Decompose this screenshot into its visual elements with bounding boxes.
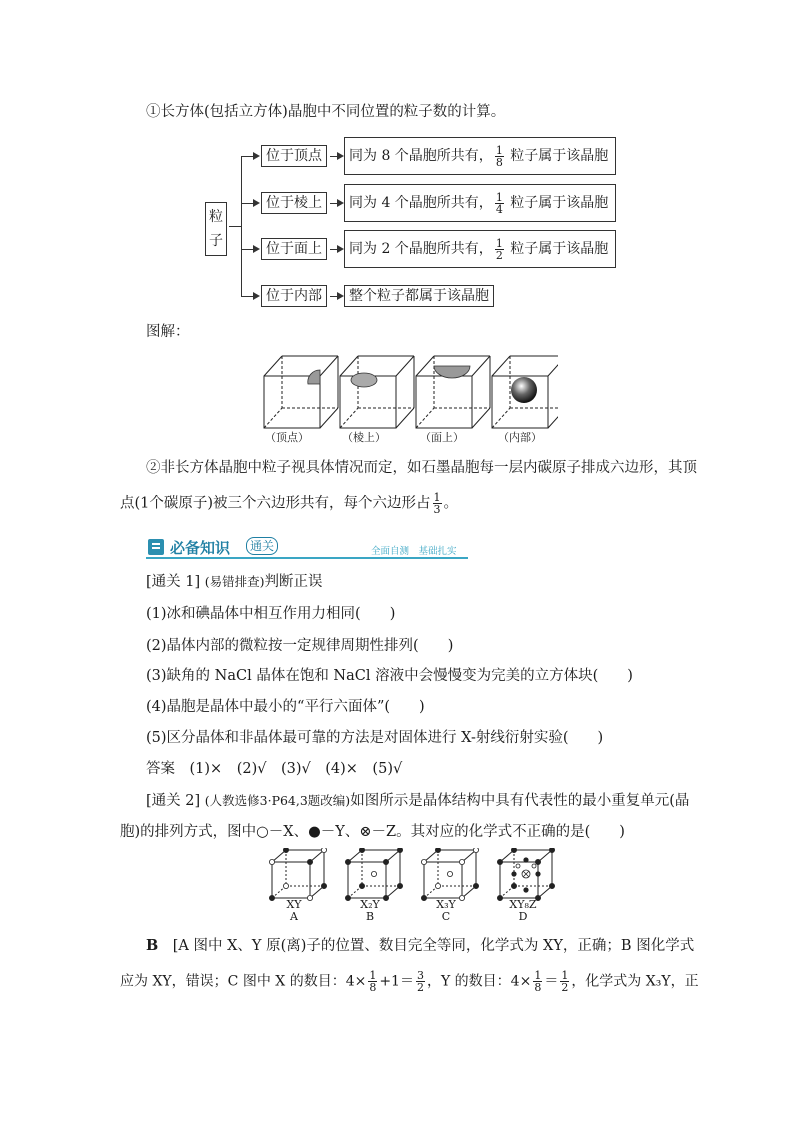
- para2-line2: 点(1个碳原子)被三个六边形共有，每个六边形占 $\frac{1}{3}$ 。: [120, 491, 459, 516]
- solution-line2: 应为 XY，错误；C 图中 X 的数目：4× $\frac{1}{8}$ +1＝ $\frac{3}{2}$ ，Y 的数目：4× $\frac{1}{8}$ ＝ $\frac{1}{2}$ ，化学式为 X₃Y，正: [120, 969, 699, 994]
- banner-badge: 通关: [246, 537, 278, 555]
- tree-root: 粒子: [205, 202, 227, 256]
- lattice-figure: [268, 848, 558, 904]
- lattice-a-formula: XY: [286, 898, 302, 911]
- pass1-heading: [通关 1] (易错排查)判断正误: [146, 574, 323, 590]
- tree-desc-face: 同为 2 个晶胞所共有， $\frac{1}{2}$ 粒子属于该晶胞: [344, 230, 616, 268]
- lattice-c-letter: C: [441, 910, 451, 923]
- pass1-answer: 答案 (1)× (2)√ (3)√ (4)× (5)√: [146, 761, 403, 777]
- banner-right: 全面自测 基础扎实: [371, 546, 457, 557]
- pass2-line2: 胞)的排列方式，图中○－X、●－Y、⊗－Z。其对应的化学式不正确的是( ): [120, 824, 625, 840]
- lattice-d-formula: XY₈Z: [509, 898, 537, 911]
- intro-text: ①长方体(包括立方体)晶胞中不同位置的粒子数的计算。: [146, 104, 506, 120]
- pass1-item-2: (2)晶体内部的微粒按一定规律周期性排列( ): [146, 638, 454, 654]
- para2-line1: ②非长方体晶胞中粒子视具体情况而定，如石墨晶胞每一层内碳原子排成六边形，其顶: [146, 460, 697, 476]
- figure1-caption-interior: （内部）: [498, 431, 542, 444]
- figure1-label: 图解：: [146, 324, 190, 340]
- banner-title: 必备知识: [170, 539, 231, 557]
- figure1-caption-edge: （棱上）: [342, 431, 386, 444]
- pass2-heading: [通关 2] (人教选修3·P64,3题改编)如图所示是晶体结构中具有代表性的最小重复单元(晶: [146, 793, 690, 809]
- lattice-b-letter: B: [365, 910, 375, 923]
- tree-position-edge: 位于棱上: [261, 192, 327, 214]
- pass1-item-5: (5)区分晶体和非晶体最可靠的方法是对固体进行 X-射线衍射实验( ): [146, 730, 604, 746]
- pass1-item-3: (3)缺角的 NaCl 晶体在饱和 NaCl 溶液中会慢慢变为完美的立方体块( ): [146, 668, 633, 684]
- solution-line1: B [A 图中 X、Y 原(离)子的位置、数目完全等同，化学式为 XY，正确；B 图化学式: [146, 937, 695, 954]
- lattice-a-letter: A: [290, 910, 298, 923]
- tree-position-vertex: 位于顶点: [261, 145, 327, 167]
- section-banner: [146, 537, 468, 561]
- figure1-caption-vertex: （顶点）: [265, 431, 309, 444]
- tree-desc-vertex: 同为 8 个晶胞所共有， $\frac{1}{8}$ 粒子属于该晶胞: [344, 137, 616, 175]
- tree-position-face: 位于面上: [261, 238, 327, 260]
- lattice-b-formula: X₂Y: [360, 898, 380, 911]
- figure1-caption-face: （面上）: [420, 431, 464, 444]
- lattice-c-formula: X₃Y: [436, 898, 456, 911]
- tree-position-interior: 位于内部: [261, 285, 327, 307]
- pass1-item-1: (1)冰和碘晶体中相互作用力相同( ): [146, 606, 396, 622]
- tree-desc-interior: 整个粒子都属于该晶胞: [344, 285, 494, 307]
- tree-desc-edge: 同为 4 个晶胞所共有， $\frac{1}{4}$ 粒子属于该晶胞: [344, 184, 616, 222]
- pass1-item-4: (4)晶胞是晶体中最小的“平行六面体”( ): [146, 699, 425, 715]
- book-icon: [148, 539, 164, 555]
- lattice-d-letter: D: [518, 910, 528, 923]
